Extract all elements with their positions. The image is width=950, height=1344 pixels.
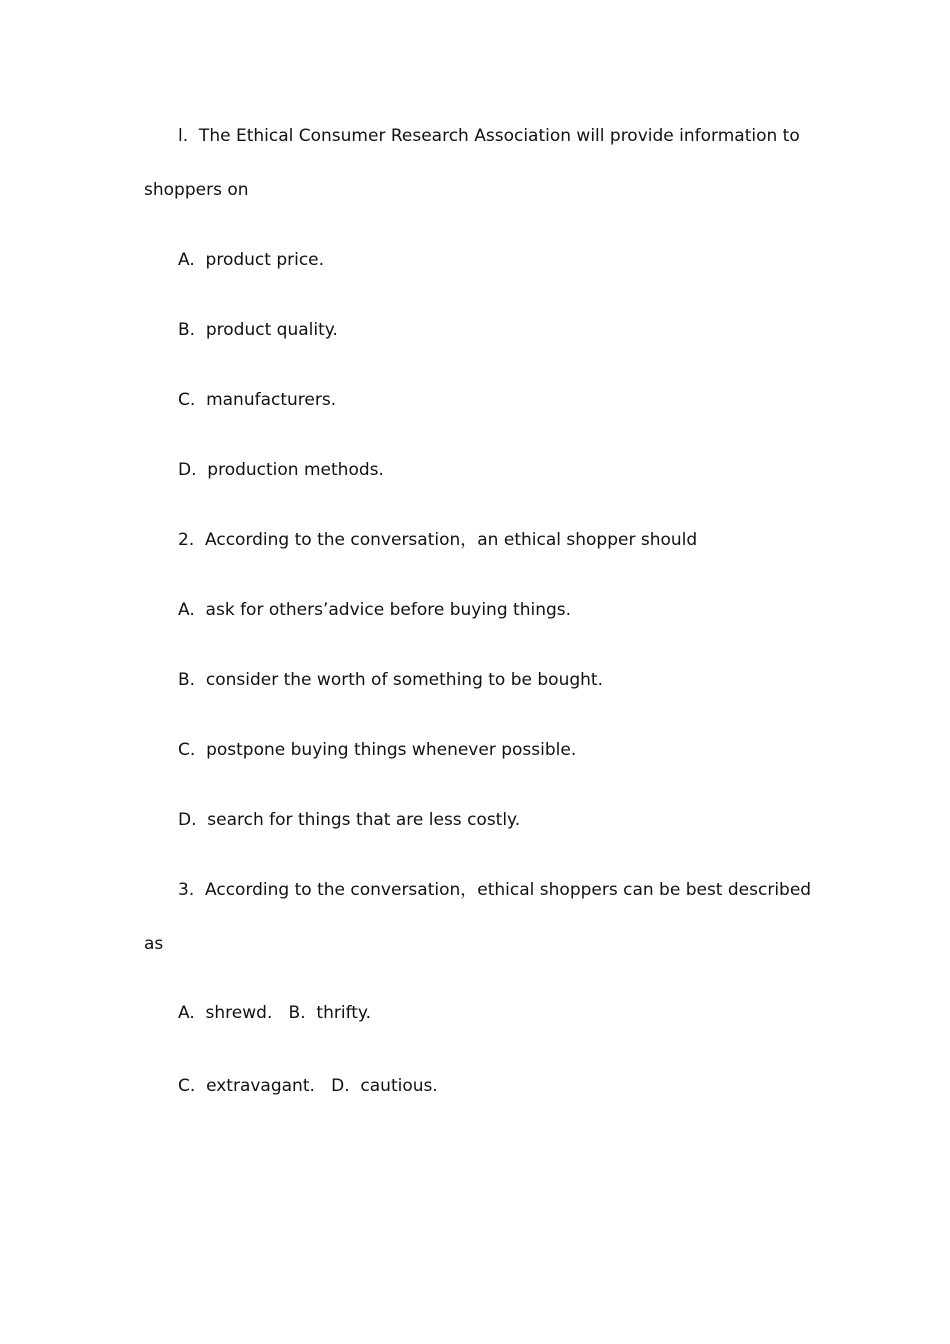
- question-2-option-b: B. consider the worth of something to be bought.: [178, 670, 603, 690]
- question-2-option-c: C. postpone buying things whenever possible.: [178, 740, 577, 760]
- question-3-stem: 3. According to the conversation，ethical shoppers can be best described: [178, 880, 812, 900]
- question-2-option-a: A. ask for others’advice before buying things.: [178, 600, 572, 620]
- question-1-option-a: A. product price.: [178, 250, 325, 270]
- question-3-stem-continued: as: [144, 934, 164, 954]
- question-1-option-d: D. production methods.: [178, 460, 384, 480]
- question-3-options-a-b: A. shrewd. B. thrifty.: [178, 1003, 371, 1023]
- question-1-stem: l. The Ethical Consumer Research Association will provide information to: [178, 126, 800, 146]
- question-2-option-d: D. search for things that are less costly.: [178, 810, 521, 830]
- question-1-option-c: C. manufacturers.: [178, 390, 337, 410]
- question-1-stem-continued: shoppers on: [144, 180, 249, 200]
- question-3-options-c-d: C. extravagant. D. cautious.: [178, 1076, 438, 1096]
- question-1-option-b: B. product quality.: [178, 320, 338, 340]
- question-2-stem: 2. According to the conversation，an ethical shopper should: [178, 530, 698, 550]
